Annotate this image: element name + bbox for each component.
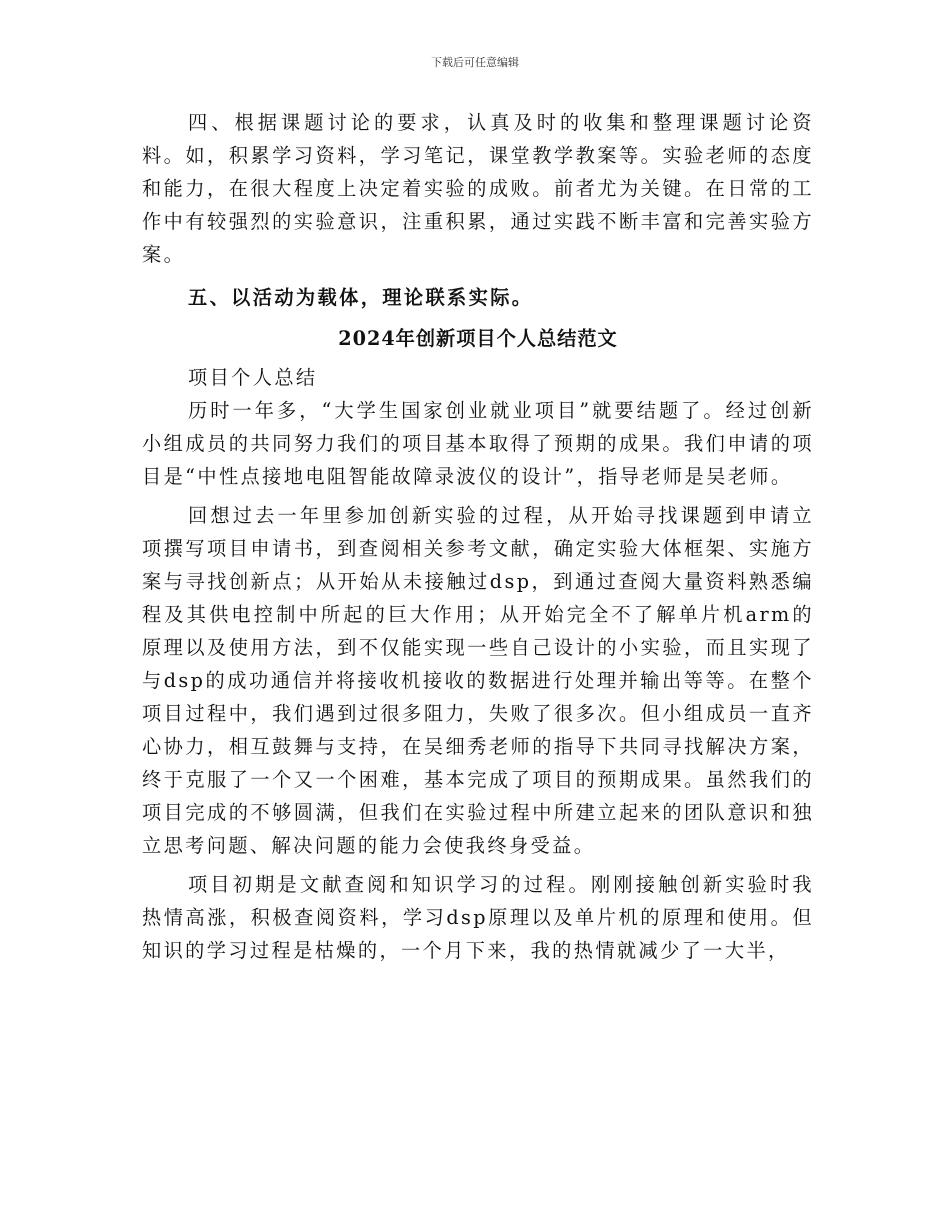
paragraph-early-stage: 项目初期是文献查阅和知识学习的过程。刚刚接触创新实验时我热情高涨，积极查阅资料，学习dsp原理以及单片机的原理和使用。但知识的学习过程是枯燥的，一个月下来，我的热情就减少了一大半， xyxy=(142,873,814,962)
document-body xyxy=(142,106,814,967)
subtitle: 项目个人总结 xyxy=(188,366,318,389)
document-title: 2024年创新项目个人总结范文 xyxy=(338,327,618,350)
paragraph-four: 四、根据课题讨论的要求，认真及时的收集和整理课题讨论资料。如，积累学习资料，学习笔记，课堂教学教案等。实验老师的态度和能力，在很大程度上决定着实验的成败。前者尤为关键。在日常的工作中有较强烈的实验意识，注重积累，通过实践不断丰富和完善实验方案。 xyxy=(142,111,814,266)
paragraph-review: 回想过去一年里参加创新实验的过程，从开始寻找课题到申请立项撰写项目申请书，到查阅相关参考文献，确定实验大体框架、实施方案与寻找创新点；从开始从未接触过dsp，到通过查阅大量资料熟悉编程及其供电控制中所起的巨大作用；从开始完全不了解单片机arm的原理以及使用方法，到不仅能实现一些自己设计的小实验，而且实现了与dsp的成功通信并将接收机接收的数据进行处理并输出等等。在整个项目过程中，我们遇到过很多阻力，失败了很多次。但小组成员一直齐心协力，相互鼓舞与支持，在吴细秀老师的指导下共同寻找解决方案，终于克服了一个又一个困难，基本完成了项目的预期成果。虽然我们的项目完成的不够圆满，但我们在实验过程中所建立起来的团队意识和独立思考问题、解决问题的能力会使我终身受益。 xyxy=(142,504,814,857)
page-header: 下载后可任意编辑 xyxy=(431,56,519,69)
paragraph-five-heading: 五、以活动为载体，理论联系实际。 xyxy=(188,286,534,309)
paragraph-intro: 历时一年多，“大学生国家创业就业项目”就要结题了。经过创新小组成员的共同努力我们的项目基本取得了预期的成果。我们申请的项目是“中性点接地电阻智能故障录波仪的设计”，指导老师是吴老师。 xyxy=(142,399,814,488)
